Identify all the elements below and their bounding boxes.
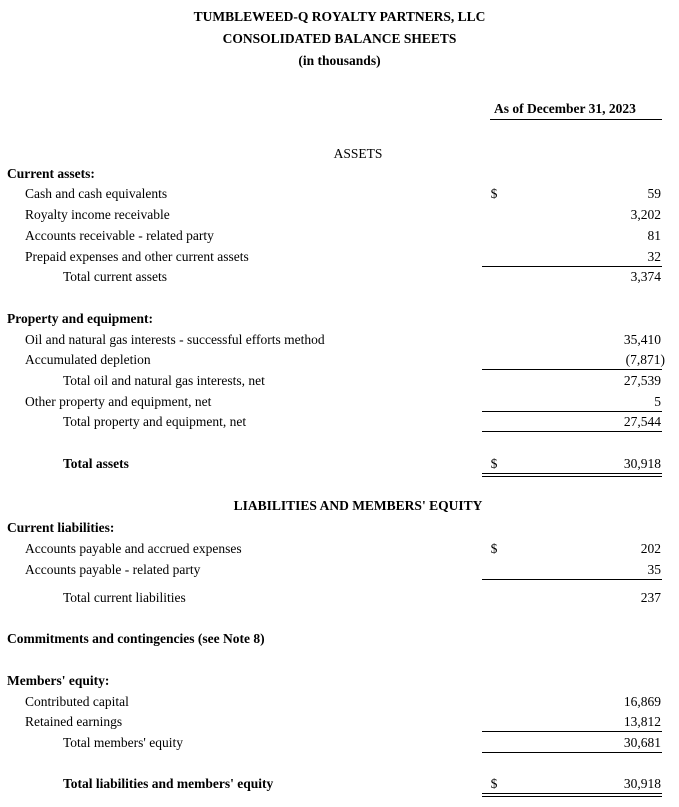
- subtotal-rule: [482, 731, 662, 732]
- current-liabilities-label: Current liabilities:: [7, 520, 115, 535]
- royalty-receivable-label: Royalty income receivable: [25, 207, 170, 222]
- ap-related-value: 35: [647, 562, 661, 577]
- company-name: TUMBLEWEED-Q ROYALTY PARTNERS, LLC: [193, 9, 486, 24]
- cash-label: Cash and cash equivalents: [25, 186, 168, 201]
- ap-accrued-label: Accounts payable and accrued expenses: [25, 541, 242, 556]
- grand-total-label: Total liabilities and members' equity: [63, 776, 274, 791]
- prepaid-label: Prepaid expenses and other current assets: [25, 249, 249, 264]
- column-heading: As of December 31, 2023: [494, 101, 636, 116]
- cash-value: 59: [647, 186, 661, 201]
- royalty-receivable-value: 3,202: [630, 207, 661, 222]
- retained-earnings-value: 13,812: [623, 714, 661, 729]
- subtotal-rule: [482, 411, 662, 412]
- total-assets-value: 30,918: [623, 456, 661, 471]
- accumulated-depletion-value: (7,871): [625, 352, 665, 367]
- oil-gas-net-value: 27,539: [623, 373, 661, 388]
- ar-related-value: 81: [647, 228, 661, 243]
- total-double-rule: [482, 793, 662, 797]
- ap-related-label: Accounts payable - related party: [25, 562, 201, 577]
- total-property-value: 27,544: [623, 414, 661, 429]
- subtotal-rule: [482, 579, 662, 580]
- column-heading-underline: [490, 119, 662, 120]
- contributed-capital-value: 16,869: [623, 694, 661, 709]
- liabilities-heading: LIABILITIES AND MEMBERS' EQUITY: [233, 498, 483, 513]
- subtotal-rule: [482, 266, 662, 267]
- total-assets-currency: $: [490, 456, 498, 471]
- contributed-capital-label: Contributed capital: [25, 694, 129, 709]
- total-current-liabilities-value: 237: [640, 590, 661, 605]
- subtotal-rule: [482, 369, 662, 370]
- total-current-assets-label: Total current assets: [63, 269, 168, 284]
- ap-accrued-value: 202: [640, 541, 661, 556]
- accumulated-depletion-label: Accumulated depletion: [25, 352, 151, 367]
- total-members-equity-label: Total members' equity: [63, 735, 183, 750]
- oil-gas-interests-value: 35,410: [623, 332, 661, 347]
- subtotal-rule: [482, 431, 662, 432]
- statement-title: CONSOLIDATED BALANCE SHEETS: [222, 31, 457, 46]
- retained-earnings-label: Retained earnings: [25, 714, 123, 729]
- units-note: (in thousands): [298, 53, 381, 68]
- total-current-assets-value: 3,374: [630, 269, 661, 284]
- subtotal-rule: [482, 752, 662, 753]
- ap-accrued-currency: $: [490, 541, 498, 556]
- total-property-label: Total property and equipment, net: [63, 414, 247, 429]
- prepaid-value: 32: [647, 249, 661, 264]
- ar-related-label: Accounts receivable - related party: [25, 228, 214, 243]
- total-assets-label: Total assets: [63, 456, 129, 471]
- total-current-liabilities-label: Total current liabilities: [63, 590, 186, 605]
- oil-gas-interests-label: Oil and natural gas interests - successful efforts method: [25, 332, 325, 347]
- total-members-equity-value: 30,681: [623, 735, 661, 750]
- total-double-rule: [482, 473, 662, 477]
- commitments-label: Commitments and contingencies (see Note 8): [7, 631, 265, 646]
- assets-heading: ASSETS: [333, 146, 383, 161]
- oil-gas-net-label: Total oil and natural gas interests, net: [63, 373, 265, 388]
- grand-total-value: 30,918: [623, 776, 661, 791]
- other-property-label: Other property and equipment, net: [25, 394, 212, 409]
- cash-currency: $: [490, 186, 498, 201]
- members-equity-label: Members' equity:: [7, 673, 110, 688]
- grand-total-currency: $: [490, 776, 498, 791]
- current-assets-label: Current assets:: [7, 166, 95, 181]
- other-property-value: 5: [654, 394, 661, 409]
- property-label: Property and equipment:: [7, 311, 154, 326]
